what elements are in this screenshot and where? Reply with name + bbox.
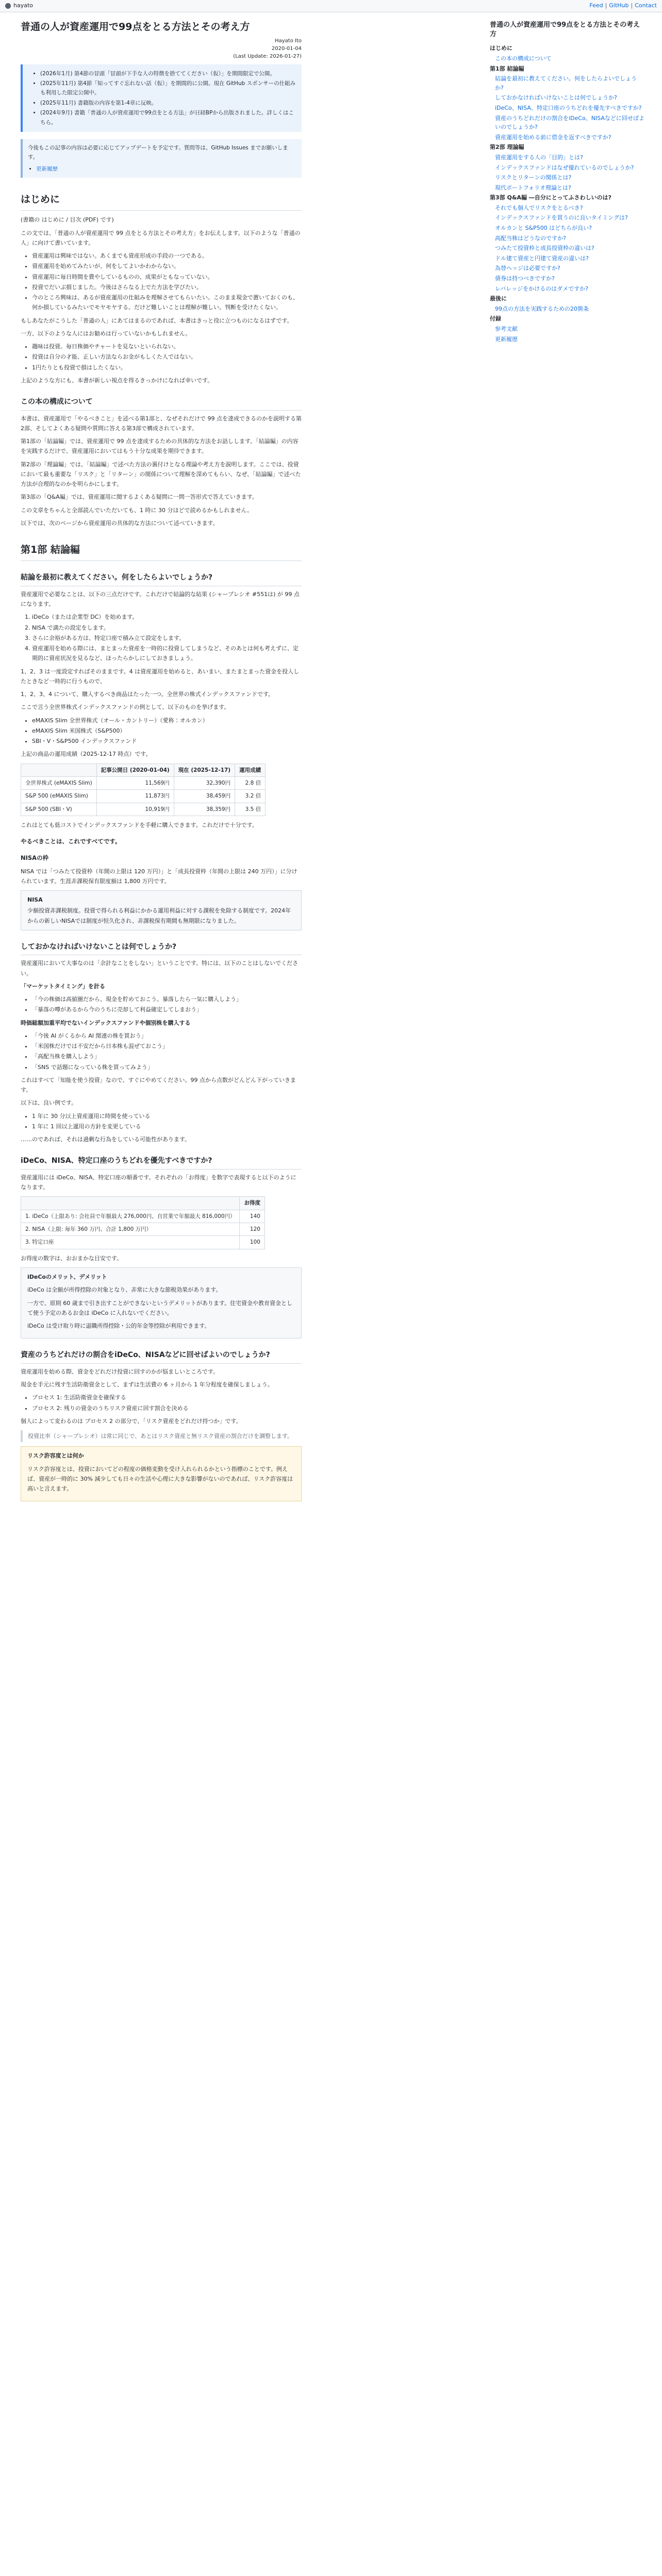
sub-heading: NISAの枠 [21, 854, 49, 862]
toc-item[interactable]: この本の構成について [495, 55, 552, 62]
paragraph: 一方、以下のような人にはお勧めは行っていないかもしれません。 [21, 330, 191, 337]
blockquote: 投資比率（シャープレシオ）は常に同じで、あとはリスク資産と無リスク資産の割合だけを調整します。 [21, 1430, 302, 1442]
page-title: 普通の人が資産運用で99点をとる方法とその考え方 [21, 21, 250, 32]
table-cell: 38,359円 [174, 803, 235, 816]
paragraph: 本書は、資産運用で「やるべきこと」を述べる第1部と、なぜそれだけで 99 点を達成できるのかを説明する第2部、そしてよくある疑問や質問に答える第3部で構成されています。 [21, 415, 302, 432]
table-cell: 1. iDeCo（上限あり: 会社員で年額最大 276,000円、自営業で年額最大 816,000円） [21, 1210, 240, 1223]
table-cell: 32,390円 [174, 776, 235, 789]
list-item: • プロセス 2: 残りの資金のうちリスク資産に回す割合を決める [32, 1403, 302, 1413]
question-heading: iDeCo、NISA、特定口座のうちどれを優先すべきですか? [21, 1155, 302, 1170]
toc-list [490, 43, 644, 344]
toc-item[interactable]: 結論を最初に教えてください。何をしたらよいでしょうか? [495, 75, 637, 91]
notice-item: • (2025年11月) 第4節「知ってすぐ忘れない話（仮）」を期間的に公開。現在 GitHub スポンサーの仕組みも利用した限定公開中。 [40, 79, 296, 98]
nav-feed-link[interactable]: Feed [589, 2, 603, 9]
table-row [21, 790, 266, 803]
list-item: 3. さらに余裕がある方は、特定口座で積み立て設定をします。 [32, 633, 302, 643]
list-item: • eMAXIS Slim 米国株式（S&P500） [32, 726, 302, 736]
steps-list [32, 612, 302, 663]
table-cell: S&P 500 (SBI・V) [21, 803, 97, 816]
nav-github-link[interactable]: GitHub [609, 2, 629, 9]
callout-box [21, 1267, 302, 1338]
toc-item[interactable]: iDeCo、NISA、特定口座のうちどれを優先すべきですか? [495, 104, 642, 111]
toc-item[interactable]: 高配当株はどうなのですか? [495, 234, 566, 242]
toc-item[interactable]: ドル建て資産と円建て資産の違いは? [495, 255, 589, 262]
list-item: • 趣味は投資。毎日株価やチャートを見ないといられない。 [32, 342, 302, 351]
callout-text: iDeCo は全額が所得控除の対象となり、非常に大きな節税効果があります。 [27, 1286, 222, 1294]
intro-toc-line: (書籍の はじめに / 目次 (PDF) です) [21, 216, 114, 224]
table-row [21, 776, 266, 789]
dont-list-2 [32, 1031, 302, 1072]
table-row [21, 803, 266, 816]
table-header: 現在 (2025-12-17) [174, 764, 235, 776]
check-list [32, 1111, 302, 1132]
table-cell: 11,873円 [96, 790, 174, 803]
table-cell: 3. 特定口座 [21, 1236, 240, 1249]
list-title: 「マーケットタイミング」を計る [21, 982, 106, 990]
table-header: 運用成績 [235, 764, 266, 776]
list-item: • 「高配当株を購入しよう」 [32, 1052, 302, 1061]
callout-title: iDeCoのメリット、デメリット [27, 1274, 107, 1281]
paragraph: 資産運用には iDeCo、NISA、特定口座の順番です。それぞれの「お得度」を数字で表現すると以下のようになります。 [21, 1174, 296, 1191]
toc-item[interactable]: レバレッジをかけるのはダメですか? [495, 285, 588, 292]
list-item: • 「SNS で話題になっている株を買ってみよう」 [32, 1062, 302, 1072]
list-item: • 投資でだいぶ損じました。今後はさらなる上でた方法を学びたい。 [32, 282, 302, 292]
paragraph: これはとても低コストでインデックスファンドを手軽に購入できます。これだけで十分です。 [21, 822, 258, 829]
list-item: 1. iDeCo（または企業型 DC）を始めます。 [32, 612, 302, 622]
toc-item[interactable]: 資産のうちどれだけの割合をiDeCo、NISAなどに回せばよいのでしょうか? [495, 114, 644, 131]
paragraph: 1、2、3 は一度設定すればそのままです。4 は資産運用を始めると、あいまい、またまとまった資金を投入したときなど一時的に行うもので、 [21, 668, 300, 685]
list-item: • 1円たりとも投資で損はしたくない。 [32, 363, 302, 372]
table-cell: 3.2 倍 [235, 790, 266, 803]
toc-item[interactable]: オルカンと S&P500 はどちらが良い? [495, 225, 592, 232]
table-cell: 11,569円 [96, 776, 174, 789]
site-brand-label: hayato [13, 2, 34, 9]
table-cell: 100 [240, 1236, 265, 1249]
table-caption: 上記の商品の運用成績（2025-12-17 時点）です。 [21, 751, 152, 758]
toc-item[interactable]: インデックスファンドはなぜ優れているのでしょうか? [495, 164, 634, 171]
list-item: • 資産運用に毎日時間を費やしているものの、成果がともなっていない。 [32, 272, 302, 282]
paragraph: 第1部の「結論編」では、資産運用で 99 点を達成するための具体的な方法をお話しします。「結論編」の内容を実践するだけで、資産運用においてはもう十分な成果を期待できます。 [21, 438, 299, 455]
table-header: 記事公開日 (2020-01-04) [96, 764, 174, 776]
table-cell: 2. NISA（上限: 毎年 360 万円、合計 1,800 万円） [21, 1223, 240, 1236]
list-item: • 「今の株価は高値圏だから、現金を貯めておこう。暴落したら一気に購入しよう」 [32, 994, 302, 1004]
table-cell: 2.8 倍 [235, 776, 266, 789]
list-item: 4. 資産運用を始める際には、まとまった資産を一時的に投資してしまうなど、そのあとは何も考えずに、定期的に資産状況を見るなど、ほったらかしにしておきましょう。 [32, 643, 302, 664]
article-meta [21, 37, 302, 60]
paragraph: NISA では「つみたて投資枠（年間の上限は 120 万円）」と「成長投資枠（年間の上限は 240 万円）」に分けられています。生涯非課税保有限度額は 1,800 万円です。 [21, 868, 297, 885]
list-title: 時価総額加重平均でないインデックスファンドや個別株を購入する [21, 1019, 191, 1026]
nav-contact-link[interactable]: Contact [635, 2, 657, 9]
paragraph: この文では、「普通の人が資産運用で 99 点をとる方法とその考え方」をお伝えします。以下のような「普通の人」に向けて書いています。 [21, 229, 301, 246]
paragraph: この文章をちゃんと全部読んでいただいても、1 時に 30 分ほどで読めるかもしれません。 [21, 506, 253, 514]
table-cell: 38,459円 [174, 790, 235, 803]
callout-box [21, 890, 302, 930]
section-heading-part1: 第1部 結論編 [21, 541, 302, 561]
table-cell: S&P 500 (eMAXIS Slim) [21, 790, 97, 803]
table-cell: 10,919円 [96, 803, 174, 816]
table-cell: 140 [240, 1210, 265, 1223]
list-item: • 1 年に 30 分以上資産運用に時間を使っている [32, 1111, 302, 1121]
toc-item[interactable]: 第1部 結論編 [490, 65, 524, 72]
nav-separator: | [631, 2, 633, 9]
paragraph: 資産運用において大事なのは「余計なことをしない」ということです。特には、以下のことはしないでください。 [21, 960, 299, 977]
publish-date: 2020-01-04 [271, 45, 302, 52]
list-item: • 「今後 AI がくるから AI 関連の株を買おう」 [32, 1031, 302, 1041]
toc-item[interactable]: 最後に [490, 295, 507, 302]
paragraph: ここで言う全世界株式インデックスファンドの例として、以下のものを挙げます。 [21, 704, 230, 711]
notice-box [21, 64, 302, 132]
table-cell: 全世界株式 (eMAXIS Slim) [21, 776, 97, 789]
question-heading: 資産のうちどれだけの割合をiDeCo、NISAなどに回せばよいのでしょうか? [21, 1349, 302, 1364]
list-item: • SBI・V・S&P500 インデックスファンド [32, 736, 302, 746]
avatar-icon [5, 3, 11, 9]
list-item: • 「暴落の噂があるから今のうちに売却して利益確定してしまおう」 [32, 1005, 302, 1014]
notice-item: • (2026年1月) 第4節の冒頭「冒頭が下手な人の特徴を捨ててください（仮）」を期間限定で公開。 [40, 69, 296, 78]
toc-item[interactable]: 99点の方法を実践するための20箇条 [495, 305, 589, 312]
callout-title: リスク許容度とは何か [27, 1452, 84, 1460]
list-item: 2. NISA で満たの設定をします。 [32, 623, 302, 633]
callout-text: リスク許容度とは、投資においてどの程度の価格変動を受け入れられるかという指標のことです。例えば、資産が一時的に 30% 減少しても日々の生活や心理に大きな影響がないのであれば、リスク許容度は高いと言えます。 [27, 1465, 293, 1493]
paragraph: 資産運用を始める際、資金をどれだけ投資に回すのかが悩ましいところです。 [21, 1368, 219, 1375]
paragraph: 現金を手元に残す生活防衛資金として、まずは生活費の 6 ヶ月から 1 年分程度を確保しましょう。 [21, 1381, 273, 1388]
toc-item[interactable]: 第3部 Q&A編 ―自分にとってふさわしいのは? [490, 194, 611, 201]
table-row [21, 1236, 265, 1249]
list-item: • 資産運用を始めてみたいが、何をしてよいかわからない。 [32, 261, 302, 271]
table-cell: 3.5 倍 [235, 803, 266, 816]
toc-item[interactable]: 現代ポートフォリオ理論とは? [495, 184, 571, 191]
performance-table [21, 764, 266, 817]
site-brand[interactable] [5, 1, 33, 11]
paragraph: これはすべて「知能を使う投資」なので、すぐにやめてください。99 点から点数がどんどん下がっていきます。 [21, 1076, 296, 1094]
top-bar [0, 0, 662, 12]
callout-text: iDeCo は受け取り時に退職所得控除・公的年金等控除が利用できます。 [27, 1323, 210, 1330]
priority-table [21, 1196, 265, 1249]
notice-item: • (2025年11月) 書籍版の内容を第1-4章に反映。 [40, 98, 296, 108]
toc-sidebar [490, 21, 644, 344]
table-header [21, 764, 97, 776]
toc-item[interactable]: リスクとリターンの関係とは? [495, 174, 572, 181]
callout-text: 少額投資非課税制度。投資で得られる利益にかかる運用利益に対する課税を免除する制度です。2024年からの新しいNISAでは制度が恒久化され、非課税保有期間も無期限になりました。 [27, 907, 291, 924]
toc-item[interactable]: つみたて投資枠と成長投資枠の違いは? [495, 245, 594, 252]
emphasis-heading: やるべきことは、これですべてです。 [21, 838, 121, 845]
list-item: • eMAXIS Slim 全世界株式（オール・カントリー）（愛称：オルカン） [32, 716, 302, 725]
top-nav [589, 1, 657, 11]
list-item: • 資産運用は興味ではない。あくまでも資産形成の手段の一つである。 [32, 251, 302, 261]
funds-list [32, 716, 302, 747]
toc-item[interactable]: 付録 [490, 315, 501, 323]
list-item: • 今のところ興味は、あるが資産運用の仕組みを理解させてもらいたい。このまま現金で置いておくのも、何か損しているみたいでモヤモヤする。だけど難しいことは理解が難しい。判断を受けたくない。 [32, 293, 302, 313]
paragraph: 以下では、次のページから資産運用の具体的な方法について述べていきます。 [21, 519, 219, 527]
intro-list [32, 251, 302, 313]
callout-title: NISA [27, 896, 43, 904]
notice-item: • (2024年9月) 書籍「普通の人が資産運用で99点をとる方法」が日経BPから出版されました。詳しくはこちら。 [40, 108, 296, 127]
paragraph: 上記のような方にも、本書が新しい視点を得るきっかけになれば幸いです。 [21, 377, 213, 384]
question-heading: 結論を最初に教えてください。何をしたらよいでしょうか? [21, 571, 302, 586]
paragraph: 第2部の「理論編」では、「結論編」で述べた方法の裏付けとなる理論や考え方を説明します。ここでは、投資において最も重要な「リスク」と「リターン」の関係について理解を深めてもらい、なぜ、「結論編」で述べた方法が合理的なのかを明らかにします。 [21, 461, 301, 488]
toc-item[interactable]: 更新履歴 [495, 335, 518, 343]
paragraph: 個人によって変わるのは プロセス 2 の部分で、「リスク資産をどれだけ持つか」です。 [21, 1417, 242, 1425]
paragraph: 資産運用で必要なことは、以下の三点だけです。これだけで結論的な結果 (シャープレシオ #551は) が 99 点になります。 [21, 590, 300, 608]
toc-item[interactable]: インデックスファンドを買うのに良いタイミングは? [495, 214, 628, 222]
table-header [21, 1197, 240, 1210]
table-row [21, 1223, 265, 1236]
toc-item[interactable]: 債券は持つべきですか? [495, 275, 555, 282]
question-heading: しておかなければいけないことは何でしょうか? [21, 941, 302, 956]
dont-list [32, 994, 302, 1015]
toc-title[interactable]: 普通の人が資産運用で99点をとる方法とその考え方 [490, 21, 640, 39]
toc-item[interactable]: しておかなければいけないことは何でしょうか? [495, 94, 617, 101]
section-heading-intro: はじめに [21, 191, 302, 211]
toc-item[interactable]: 資産運用をする人の「目的」とは? [495, 154, 583, 161]
paragraph: お得度の数字は、おおまかな目安です。 [21, 1255, 123, 1262]
paragraph: 第3部の「Q&A編」では、資産運用に関するよくある疑問に一問一答形式で答えていきます。 [21, 494, 258, 501]
info-box [21, 139, 302, 178]
toc-item[interactable]: 為替ヘッジは必要ですか? [495, 265, 560, 272]
process-list [32, 1393, 302, 1413]
section-heading-structure: この本の構成について [21, 396, 302, 411]
paragraph: 以下は、良い例です。 [21, 1099, 77, 1107]
list-item: • 「米国株だけでは不安だから日本株も混ぜておこう」 [32, 1041, 302, 1051]
toc-item[interactable]: 資産運用を始める前に借金を返すべきですか? [495, 133, 611, 141]
toc-item[interactable]: はじめに [490, 45, 512, 52]
callout-text: 一方で、原則 60 歳まで引き出すことができないというデメリットがあります。住宅資金や教育資金として使う予定のあるお金は iDeCo に入れないでください。 [27, 1299, 293, 1316]
table-cell: 120 [240, 1223, 265, 1236]
list-item: • 1 年に 1 回以上運用の方針を変更している [32, 1122, 302, 1131]
last-update: (Last Update: 2026-01-27) [233, 53, 302, 59]
table-row [21, 1210, 265, 1223]
author: Hayato Ito [275, 38, 302, 44]
history-link[interactable]: 更新履歴 [36, 165, 58, 172]
info-text: 今後もこの記事の内容は必要に応じてアップデートを予定です。質問等は、GitHub Issues までお願いします。 [28, 144, 288, 161]
list-item: • 投資は自分の才能、正しい方法ならお金がもしくた人ではない。 [32, 352, 302, 362]
nav-separator: | [605, 2, 607, 9]
table-header: お得度 [240, 1197, 265, 1210]
list-item: • プロセス 1: 生活防衛資金を確保する [32, 1393, 302, 1402]
callout-box [21, 1446, 302, 1501]
article [21, 21, 302, 1505]
paragraph: 1、2、3、4 について、購入するべき商品はたった一つ。全世界の株式インデックスファンドです。 [21, 691, 274, 698]
paragraph: ……のであれば、それは過剰な行為をしている可能性があります。 [21, 1136, 191, 1143]
paragraph: もしあなたがこうした「普通の人」にあてはまるのであれば、本書はきっと役に立つものになるはずです。 [21, 317, 293, 324]
toc-item[interactable]: それでも個人でリスクをとるべき? [495, 204, 583, 211]
toc-item[interactable]: 参考文献 [495, 326, 518, 332]
toc-item[interactable]: 第2部 理論編 [490, 144, 524, 151]
intro-list-2 [32, 342, 302, 372]
